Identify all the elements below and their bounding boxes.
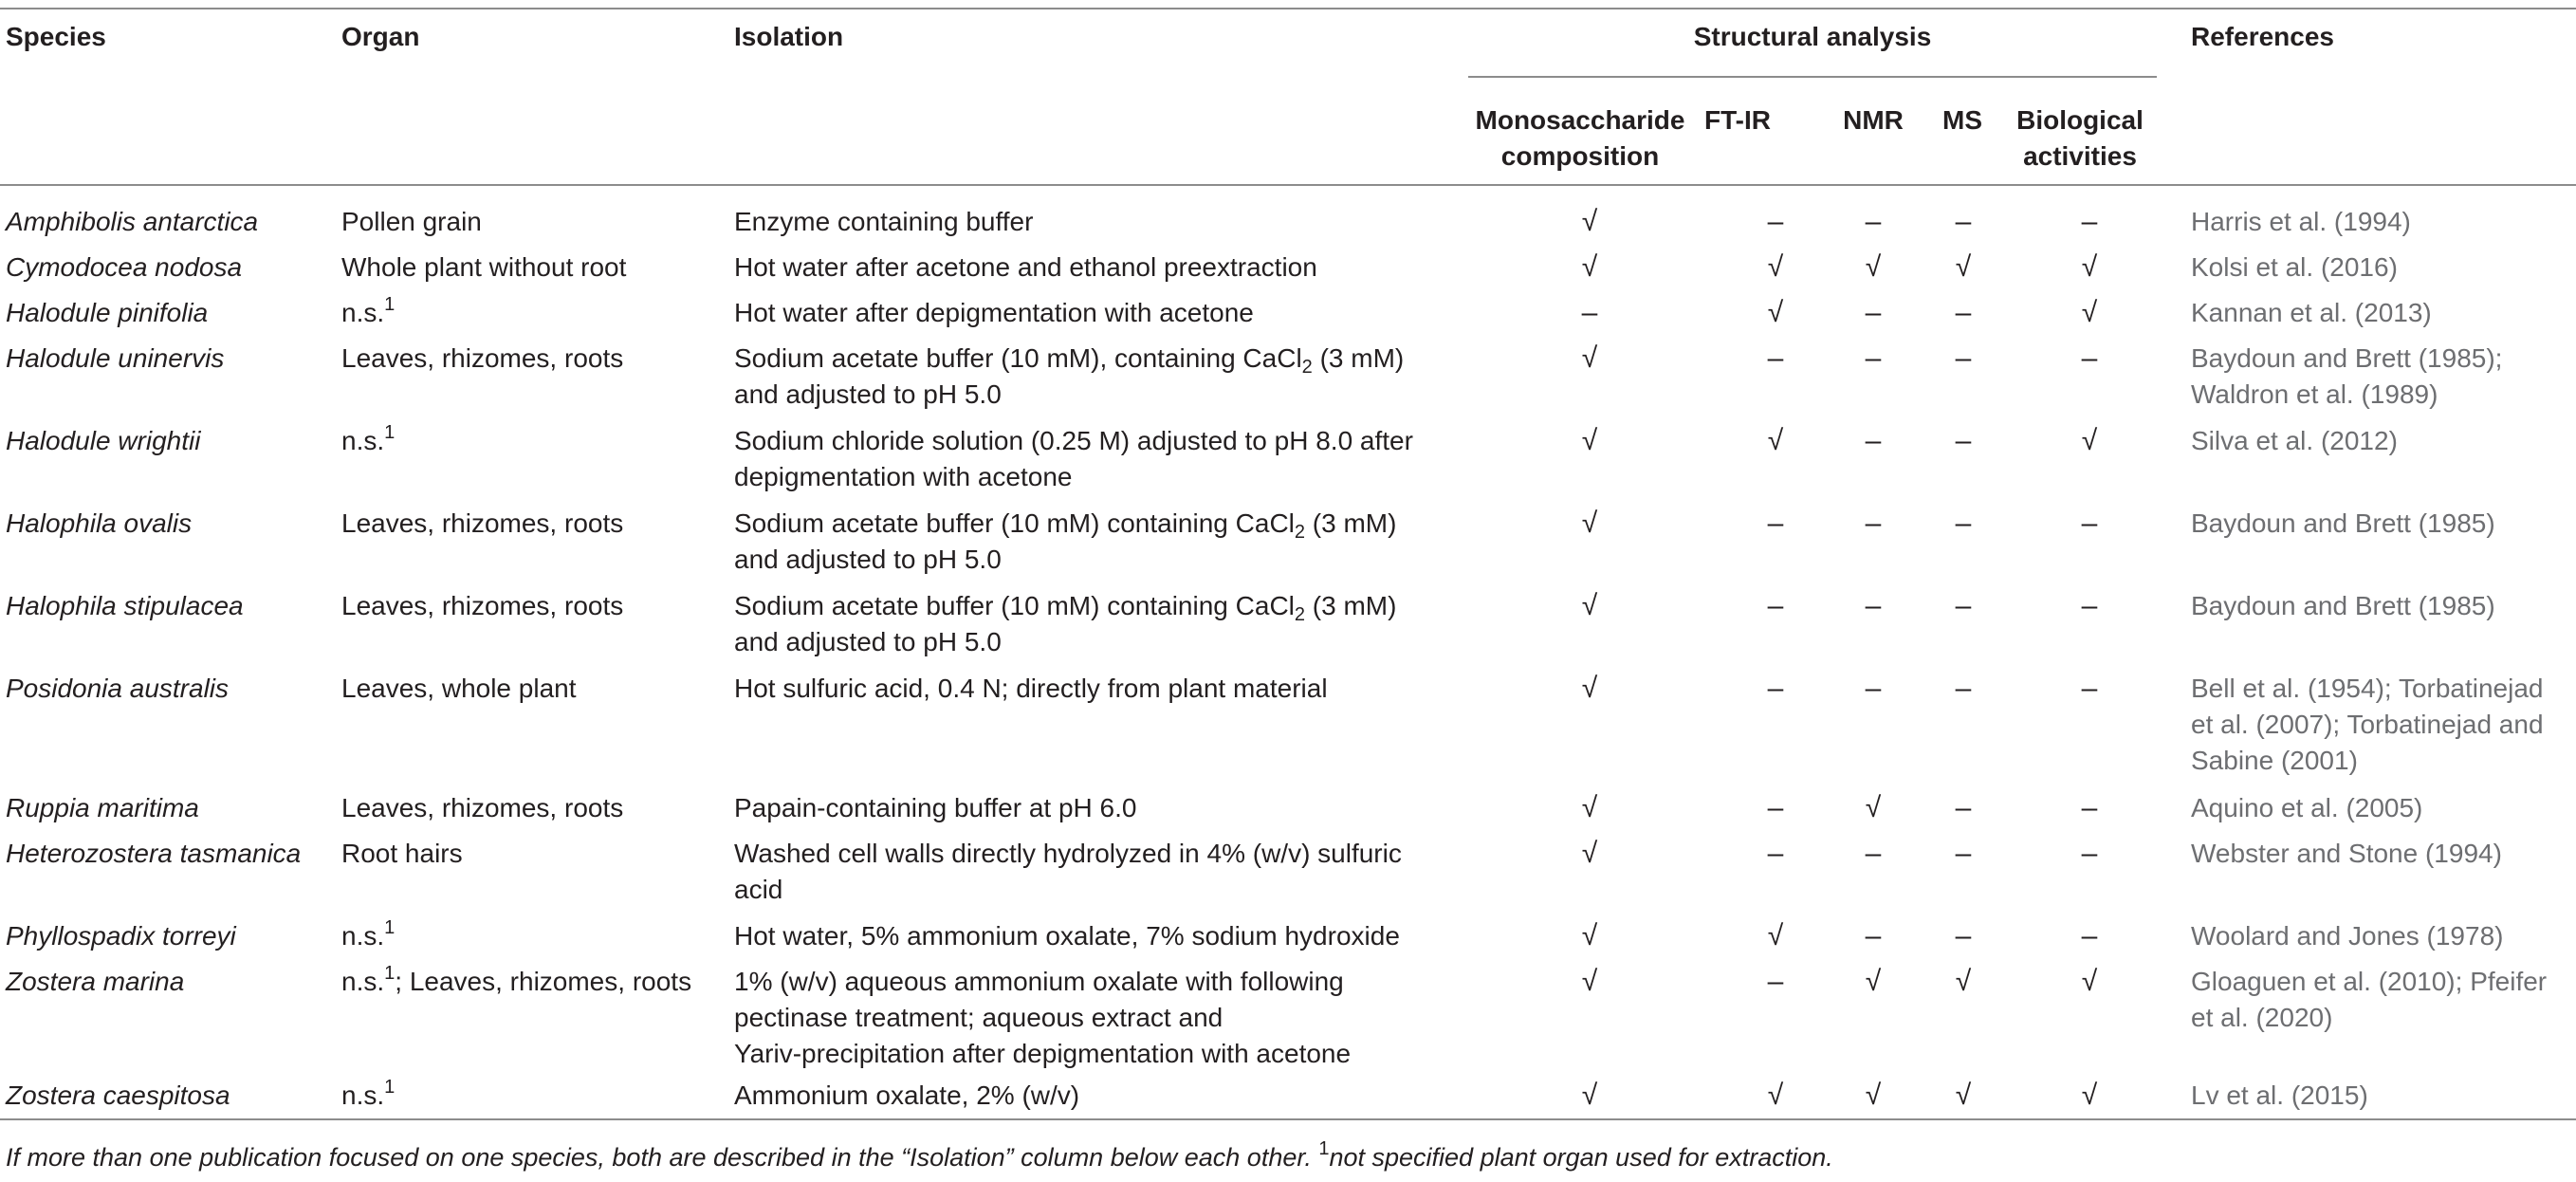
isolation-cell: 1% (w/v) aqueous ammonium oxalate with following pectinase treatment; aqueous extract and Yariv-precipitation after depigmentation with acetone <box>734 967 1352 1068</box>
ms-mark: – <box>1955 920 1972 951</box>
nmr-mark: √ <box>1865 966 1882 997</box>
monosaccharide-mark: √ <box>1581 792 1598 823</box>
isolation-cell: Enzyme containing buffer <box>734 207 1034 236</box>
biological-mark: – <box>2081 590 2098 621</box>
monosaccharide-mark: √ <box>1581 920 1598 951</box>
nmr-mark: √ <box>1865 251 1882 283</box>
species-cell: Phyllospadix torreyi <box>6 921 236 951</box>
header-nmr: NMR <box>1843 105 1904 135</box>
organ-cell: Leaves, rhizomes, roots <box>341 591 624 620</box>
species-cell: Amphibolis antarctica <box>6 207 259 236</box>
monosaccharide-mark: √ <box>1581 508 1598 539</box>
header-isolation: Isolation <box>734 22 844 51</box>
nmr-mark: – <box>1865 838 1882 869</box>
ftir-mark: – <box>1767 590 1784 621</box>
species-cell: Halodule pinifolia <box>6 298 209 327</box>
organ-cell: Leaves, rhizomes, roots <box>341 343 624 373</box>
isolation-cell: Hot water, 5% ammonium oxalate, 7% sodium hydroxide <box>734 921 1400 951</box>
biological-mark: – <box>2081 508 2098 539</box>
species-cell: Zostera caespitosa <box>6 1080 230 1110</box>
ftir-mark: √ <box>1767 251 1784 283</box>
biological-mark: – <box>2081 792 2098 823</box>
monosaccharide-mark: √ <box>1581 251 1598 283</box>
monosaccharide-mark: – <box>1581 297 1598 328</box>
reference-cell: Baydoun and Brett (1985) <box>2191 508 2495 538</box>
monosaccharide-mark: √ <box>1581 425 1598 456</box>
ftir-mark: – <box>1767 966 1784 997</box>
biological-mark: – <box>2081 673 2098 704</box>
reference-cell: Silva et al. (2012) <box>2191 426 2398 455</box>
isolation-cell: Washed cell walls directly hydrolyzed in 4% (w/v) sulfuric acid <box>734 839 1402 904</box>
reference-cell: Baydoun and Brett (1985); Waldron et al. (1989) <box>2191 343 2503 409</box>
monosaccharide-mark: √ <box>1581 590 1598 621</box>
organ-cell: n.s.$^1$ <box>341 1077 396 1110</box>
isolation-cell: Sodium acetate buffer (10 mM) containing CaCl$_2$ (3 mM) and adjusted to pH 5.0 <box>734 508 1397 574</box>
nmr-mark: – <box>1865 673 1882 704</box>
nmr-mark: – <box>1865 508 1882 539</box>
ms-mark: – <box>1955 425 1972 456</box>
ftir-mark: – <box>1767 838 1784 869</box>
header-monosaccharide: Monosaccharide composition <box>1475 105 1685 171</box>
ms-mark: – <box>1955 508 1972 539</box>
isolation-cell: Papain-containing buffer at pH 6.0 <box>734 793 1137 822</box>
organ-cell: Leaves, rhizomes, roots <box>341 793 624 822</box>
species-cell: Zostera marina <box>6 967 185 996</box>
species-cell: Halophila stipulacea <box>6 591 244 620</box>
biological-mark: √ <box>2081 425 2098 456</box>
isolation-cell: Hot water after depigmentation with acetone <box>734 298 1254 327</box>
organ-cell: Pollen grain <box>341 207 482 236</box>
monosaccharide-mark: √ <box>1581 673 1598 704</box>
ms-mark: – <box>1955 792 1972 823</box>
species-cell: Cymodocea nodosa <box>6 252 243 282</box>
nmr-mark: – <box>1865 206 1882 237</box>
organ-cell: n.s.$^1$; Leaves, rhizomes, roots <box>341 963 692 996</box>
biological-mark: – <box>2081 920 2098 951</box>
monosaccharide-mark: √ <box>1581 206 1598 237</box>
table-footnote: If more than one publication focused on one species, both are described in the “Isolation” column below each other. $^1$not specified plant organ used for extraction. <box>6 1138 1833 1172</box>
biological-mark: – <box>2081 838 2098 869</box>
isolation-cell: Sodium acetate buffer (10 mM), containing CaCl$_2$ (3 mM) and adjusted to pH 5.0 <box>734 343 1405 409</box>
monosaccharide-mark: √ <box>1581 342 1598 374</box>
species-cell: Halophila ovalis <box>6 508 193 538</box>
biological-mark: √ <box>2081 251 2098 283</box>
ftir-mark: √ <box>1767 297 1784 328</box>
nmr-mark: – <box>1865 920 1882 951</box>
header-ms: MS <box>1942 105 1982 135</box>
ms-mark: – <box>1955 838 1972 869</box>
monosaccharide-mark: √ <box>1581 966 1598 997</box>
header-bottom-rule <box>0 184 2576 186</box>
isolation-cell: Sodium chloride solution (0.25 M) adjusted to pH 8.0 after depigmentation with acetone <box>734 426 1413 491</box>
biological-mark: – <box>2081 342 2098 374</box>
reference-cell: Lv et al. (2015) <box>2191 1080 2368 1110</box>
reference-cell: Webster and Stone (1994) <box>2191 839 2502 868</box>
biological-mark: – <box>2081 206 2098 237</box>
organ-cell: n.s.$^1$ <box>341 917 396 951</box>
isolation-cell: Hot sulfuric acid, 0.4 N; directly from plant material <box>734 674 1328 703</box>
biological-mark: √ <box>2081 1080 2098 1111</box>
table-bottom-rule <box>0 1118 2576 1120</box>
organ-cell: Leaves, whole plant <box>341 674 577 703</box>
biological-mark: √ <box>2081 297 2098 328</box>
header-ftir: FT-IR <box>1704 105 1771 135</box>
species-cell: Halodule uninervis <box>6 343 225 373</box>
ftir-mark: √ <box>1767 1080 1784 1111</box>
nmr-mark: – <box>1865 342 1882 374</box>
reference-cell: Harris et al. (1994) <box>2191 207 2411 236</box>
ms-mark: √ <box>1955 966 1972 997</box>
ftir-mark: √ <box>1767 425 1784 456</box>
reference-cell: Woolard and Jones (1978) <box>2191 921 2504 951</box>
organ-cell: Leaves, rhizomes, roots <box>341 508 624 538</box>
isolation-cell: Hot water after acetone and ethanol preextraction <box>734 252 1317 282</box>
header-biological: Biological activities <box>2016 105 2144 171</box>
table-top-rule <box>0 8 2576 9</box>
reference-cell: Aquino et al. (2005) <box>2191 793 2423 822</box>
biological-mark: √ <box>2081 966 2098 997</box>
structural-analysis-rule <box>1468 76 2157 78</box>
header-species: Species <box>6 22 106 51</box>
species-cell: Heterozostera tasmanica <box>6 839 302 868</box>
ms-mark: √ <box>1955 1080 1972 1111</box>
header-references: References <box>2191 22 2334 51</box>
ftir-mark: – <box>1767 792 1784 823</box>
reference-cell: Gloaguen et al. (2010); Pfeifer et al. (2020) <box>2191 967 2548 1032</box>
ms-mark: – <box>1955 206 1972 237</box>
organ-cell: Root hairs <box>341 839 463 868</box>
isolation-cell: Ammonium oxalate, 2% (w/v) <box>734 1080 1080 1110</box>
ms-mark: – <box>1955 590 1972 621</box>
organ-cell: n.s.$^1$ <box>341 422 396 455</box>
nmr-mark: √ <box>1865 792 1882 823</box>
nmr-mark: – <box>1865 297 1882 328</box>
organ-cell: Whole plant without root <box>341 252 627 282</box>
header-organ: Organ <box>341 22 420 51</box>
monosaccharide-mark: √ <box>1581 838 1598 869</box>
organ-cell: n.s.$^1$ <box>341 294 396 327</box>
ftir-mark: – <box>1767 508 1784 539</box>
nmr-mark: – <box>1865 590 1882 621</box>
ms-mark: – <box>1955 342 1972 374</box>
isolation-cell: Sodium acetate buffer (10 mM) containing CaCl$_2$ (3 mM) and adjusted to pH 5.0 <box>734 591 1397 656</box>
ftir-mark: – <box>1767 342 1784 374</box>
ms-mark: √ <box>1955 251 1972 283</box>
ftir-mark: √ <box>1767 920 1784 951</box>
ms-mark: – <box>1955 673 1972 704</box>
reference-cell: Bell et al. (1954); Torbatinejad et al. (2007); Torbatinejad and Sabine (2001) <box>2191 674 2544 775</box>
reference-cell: Baydoun and Brett (1985) <box>2191 591 2495 620</box>
reference-cell: Kannan et al. (2013) <box>2191 298 2432 327</box>
header-structural-analysis: Structural analysis <box>1693 22 1932 51</box>
ms-mark: – <box>1955 297 1972 328</box>
nmr-mark: – <box>1865 425 1882 456</box>
species-cell: Ruppia maritima <box>6 793 199 822</box>
ftir-mark: – <box>1767 206 1784 237</box>
nmr-mark: √ <box>1865 1080 1882 1111</box>
species-cell: Posidonia australis <box>6 674 230 703</box>
species-cell: Halodule wrightii <box>6 426 201 455</box>
ftir-mark: – <box>1767 673 1784 704</box>
reference-cell: Kolsi et al. (2016) <box>2191 252 2398 282</box>
monosaccharide-mark: √ <box>1581 1080 1598 1111</box>
